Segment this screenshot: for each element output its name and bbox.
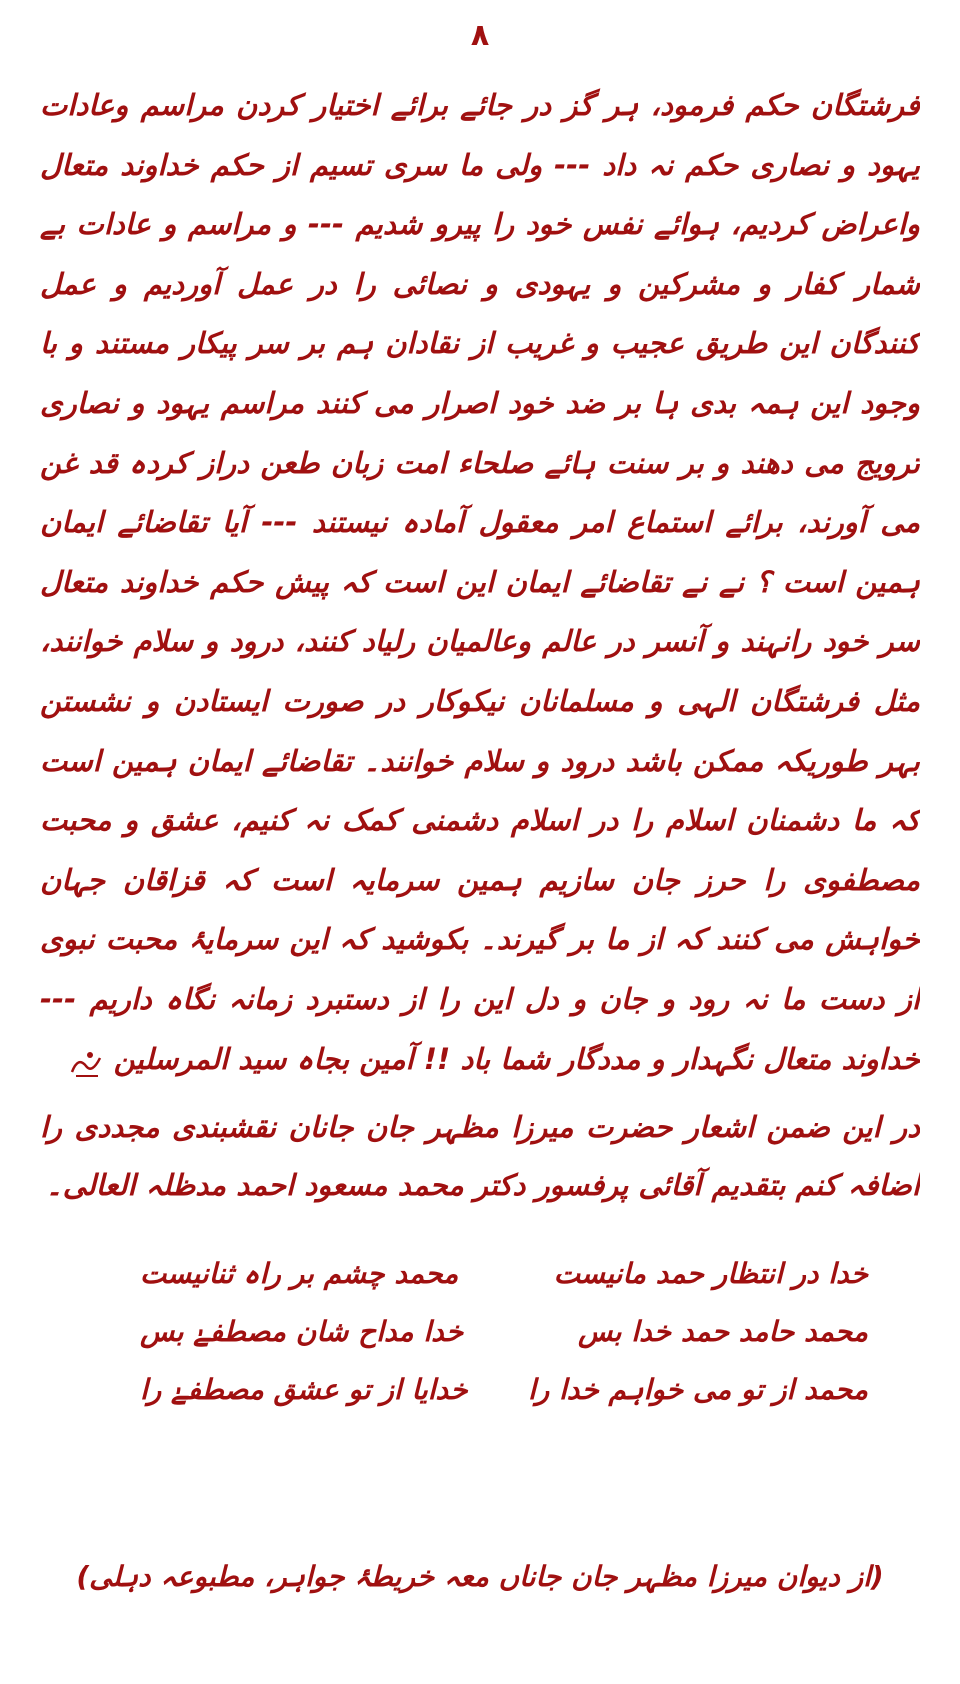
salawat-seal-icon xyxy=(68,1043,104,1079)
verse-line xyxy=(0,1304,960,1360)
intro-paragraph: در این ضمن اشعار حضرت میرزا مظہر جان جانان نقشبندی مجددی را اضافہ کنم بتقدیم آقائی پرفسور دکتر محمد مسعود احمد مدظلہ العالی۔ xyxy=(40,1110,920,1202)
verse-line xyxy=(0,1246,960,1302)
main-paragraph xyxy=(40,76,920,1091)
verse-second-hemistich: خدا مداح شان مصطفےٰ بس xyxy=(140,1315,464,1348)
verse-first-hemistich: محمد حامد حمد خدا بس xyxy=(578,1315,868,1348)
verse-first-hemistich: خدا در انتظار حمد مانیست xyxy=(553,1257,868,1290)
verse-first-hemistich: محمد از تو می خواہم خدا را xyxy=(527,1373,868,1406)
main-paragraph-text: فرشتگان حکم فرمود، ہر گز در جائے برائے اختیار کردن مراسم وعادات یہود و نصاری حکم نہ داد --- ولی ما سری تسیم از حکم خداوند متعال واعراض کردیم، ہوائے نفس خود را پیرو شدیم --- و مراسم و عادات بے شمار کفار و مشرکین و یہودی و نصائی را در عمل آوردیم و عمل کنندگان این طریق عجیب و غریب از نقادان ہم بر سر پیکار مستند و با وجود این ہمہ بدی ہا بر ضد خود اصرار می کنند مراسم یہود و نصاری ترویج می دھند و بر سنت ہائے صلحاء امت زبان طعن دراز کردہ قد غن می آورند، برائے استماع امر معقول آمادہ نیستند --- آیا تقاضائے ایمان ہمین است ؟ نے نے تقاضائے ایمان این است کہ پیش حکم خداوند متعال سر خود رانہند و آنسر در عالم وعالمیان رلیاد کنند، درود و سلام خوانند، مثل فرشتگان الہی و مسلمانان نیکوکار در صورت ایستادن و نشستن بہر طوریکہ ممکن باشد درود و سلام خوانند۔ تقاضائے ایمان ہمین است کہ ما دشمنان اسلام را در اسلام دشمنی کمک نہ کنیم، عشق و محبت مصطفوی را حرز جان سازیم ہمین سرمایہ است کہ قزاقان جہان خواہش می کنند کہ از ما بر گیرند۔ بکوشید کہ این سرمایۂ محبت نبوی از دست ما نہ رود و جان و دل این را از دستبرد زمانہ نگاہ داریم --- خداوند متعال نگہدار و مددگار شما باد !! آمین بجاہ سید المرسلین xyxy=(40,88,920,1076)
verse-second-hemistich: خدایا از تو عشق مصطفےٰ را xyxy=(140,1373,468,1406)
verse-line xyxy=(0,1362,960,1418)
page-number: ۸ xyxy=(470,18,490,53)
source-citation: (از دیوان میرزا مظہر جان جاناں معہ خریطۂ جواہر، مطبوعہ دہلی) xyxy=(76,1560,884,1593)
verse-second-hemistich: محمد چشم بر راہ ثنانیست xyxy=(140,1257,459,1290)
